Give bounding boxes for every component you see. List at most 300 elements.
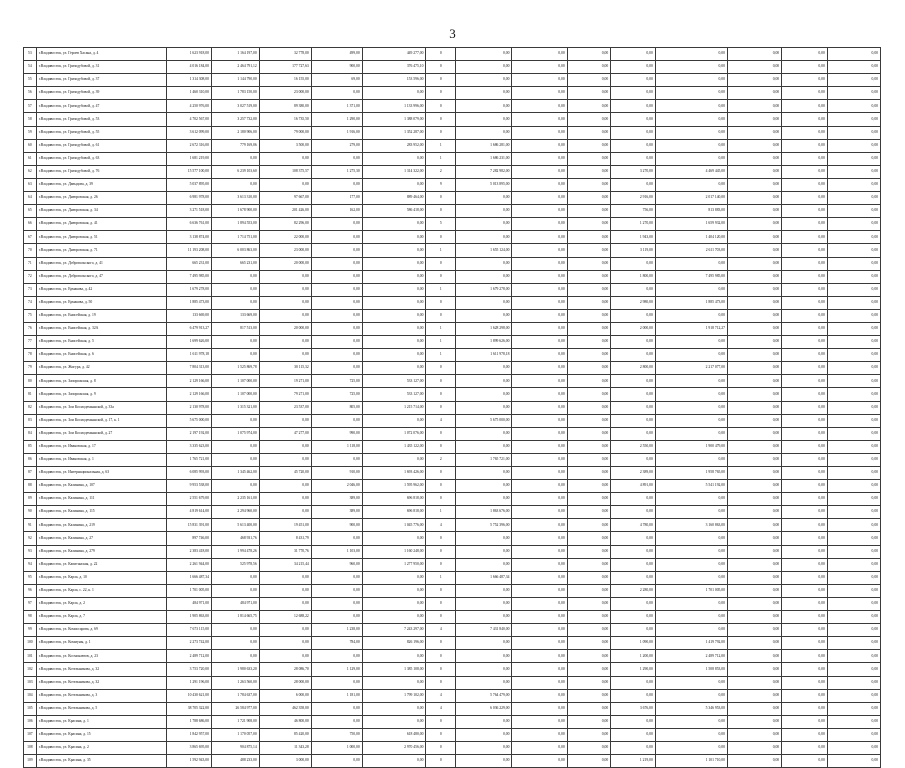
cell-value-col-13: 0,00 [655, 414, 727, 427]
cell-value-col-6: 0,00 [311, 349, 362, 362]
cell-value-col-4: 133 669,00 [211, 309, 259, 322]
table-row [24, 309, 881, 322]
cell-value-col-7: 0,00 [362, 362, 426, 375]
cell-value-col-7: 0,00 [362, 244, 426, 257]
cell-row-number: 99 [24, 624, 37, 637]
cell-value-col-12: 2 800,00 [611, 362, 656, 375]
table-row [24, 257, 881, 270]
cell-value-col-12: 4 780,00 [611, 519, 656, 532]
cell-value-col-3: 3 612 099,00 [167, 126, 212, 139]
cell-value-col-11: 0,00 [567, 244, 611, 257]
table-row [24, 205, 881, 218]
cell-value-col-6: 1 000,00 [311, 741, 362, 754]
cell-value-col-3: 2 130 978,00 [167, 401, 212, 414]
cell-value-col-12: 0,00 [611, 349, 656, 362]
cell-value-col-4: 5 613 400,00 [211, 519, 259, 532]
cell-value-col-15: 0,00 [782, 192, 828, 205]
cell-value-col-9: 7 282 982,00 [456, 165, 512, 178]
cell-value-col-13: 0,00 [655, 624, 727, 637]
cell-value-col-14: 0,00 [727, 231, 781, 244]
cell-row-number: 92 [24, 532, 37, 545]
cell-value-col-11: 0,00 [567, 676, 611, 689]
cell-row-number: 98 [24, 611, 37, 624]
cell-row-number: 95 [24, 571, 37, 584]
cell-value-col-10: 0,00 [512, 571, 567, 584]
cell-count-col-8: 0 [426, 676, 456, 689]
cell-value-col-3: 1 592 943,00 [167, 755, 212, 768]
cell-value-col-9: 0,00 [456, 218, 512, 231]
cell-value-col-5: 0,00 [259, 178, 311, 191]
cell-value-col-14: 0,00 [727, 375, 781, 388]
cell-value-col-6: 389,00 [311, 493, 362, 506]
cell-value-col-14: 0,00 [727, 61, 781, 74]
cell-value-col-9: 5 013 895,00 [456, 178, 512, 191]
cell-value-col-13: 7 495 985,00 [655, 270, 727, 283]
cell-value-col-3: 1 788 686,00 [167, 715, 212, 728]
cell-value-col-12: 1 800,00 [611, 270, 656, 283]
cell-value-col-7: 826 196,00 [362, 637, 426, 650]
cell-value-col-6: 900,00 [311, 519, 362, 532]
table-row [24, 270, 881, 283]
cell-value-col-15: 0,00 [782, 48, 828, 61]
cell-value-col-16: 0,00 [827, 624, 880, 637]
cell-value-col-9: 0,00 [456, 755, 512, 768]
cell-value-col-14: 0,00 [727, 362, 781, 375]
cell-value-col-3: 5 037 895,00 [167, 178, 212, 191]
cell-value-col-15: 0,00 [782, 152, 828, 165]
cell-value-col-9: 0,00 [456, 231, 512, 244]
cell-value-col-12: 0,00 [611, 61, 656, 74]
cell-value-col-11: 0,00 [567, 349, 611, 362]
cell-value-col-14: 0,00 [727, 741, 781, 754]
cell-value-col-12: 0,00 [611, 401, 656, 414]
cell-value-col-3: 2 383 418,00 [167, 545, 212, 558]
cell-value-col-10: 0,00 [512, 178, 567, 191]
cell-value-col-15: 0,00 [782, 611, 828, 624]
cell-value-col-9: 1 628 298,00 [456, 322, 512, 335]
cell-value-col-6: 1 916,00 [311, 126, 362, 139]
cell-value-col-6: 0,00 [311, 283, 362, 296]
cell-value-col-6: 0,00 [311, 532, 362, 545]
cell-value-col-16: 0,00 [827, 375, 880, 388]
cell-value-col-3: 11 193 208,00 [167, 244, 212, 257]
cell-value-col-15: 0,00 [782, 322, 828, 335]
cell-count-col-8: 0 [426, 741, 456, 754]
cell-value-col-9: 0,00 [456, 545, 512, 558]
cell-address: г.Владивосток, ул. Жигура, д. 42 [36, 362, 167, 375]
cell-value-col-14: 0,00 [727, 519, 781, 532]
cell-value-col-4: 3 257 732,00 [211, 113, 259, 126]
cell-value-col-10: 0,00 [512, 152, 567, 165]
cell-value-col-15: 0,00 [782, 741, 828, 754]
cell-value-col-4: 1 107 000,00 [211, 388, 259, 401]
cell-value-col-14: 0,00 [727, 414, 781, 427]
cell-value-col-16: 0,00 [827, 309, 880, 322]
cell-value-col-13: 0,00 [655, 375, 727, 388]
cell-value-col-13: 1 918 712,27 [655, 322, 727, 335]
cell-value-col-15: 0,00 [782, 637, 828, 650]
cell-value-col-12: 3 676,00 [611, 702, 656, 715]
table-row [24, 388, 881, 401]
cell-value-col-5: 31 770,76 [259, 545, 311, 558]
cell-value-col-10: 0,00 [512, 715, 567, 728]
cell-value-col-9: 1 686 281,00 [456, 139, 512, 152]
cell-value-col-3: 7 673 115,00 [167, 624, 212, 637]
cell-value-col-5: 0,00 [259, 296, 311, 309]
cell-value-col-4: 6 003 863,00 [211, 244, 259, 257]
cell-value-col-7: 0,00 [362, 257, 426, 270]
cell-value-col-7: 1 435 122,00 [362, 440, 426, 453]
cell-value-col-3: 6 479 913,27 [167, 322, 212, 335]
cell-value-col-16: 0,00 [827, 178, 880, 191]
cell-value-col-3: 3 271 518,00 [167, 205, 212, 218]
cell-value-col-7: 1 799 102,00 [362, 689, 426, 702]
cell-value-col-7: 0,00 [362, 218, 426, 231]
cell-value-col-9: 0,00 [456, 309, 512, 322]
cell-value-col-6: 0,00 [311, 87, 362, 100]
cell-row-number: 75 [24, 309, 37, 322]
cell-value-col-15: 0,00 [782, 571, 828, 584]
table-row [24, 663, 881, 676]
cell-value-col-4: 488 233,00 [211, 755, 259, 768]
cell-value-col-9: 0,00 [456, 480, 512, 493]
cell-value-col-16: 0,00 [827, 611, 880, 624]
cell-value-col-5: 0,00 [259, 309, 311, 322]
cell-value-col-13: 1 701 005,00 [655, 584, 727, 597]
cell-value-col-11: 0,00 [567, 414, 611, 427]
cell-value-col-15: 0,00 [782, 755, 828, 768]
cell-value-col-7: 153 596,00 [362, 74, 426, 87]
cell-row-number: 74 [24, 296, 37, 309]
cell-value-col-5: 6 000,00 [259, 689, 311, 702]
cell-row-number: 97 [24, 597, 37, 610]
cell-value-col-4: 0,00 [211, 414, 259, 427]
cell-value-col-9: 0,00 [456, 584, 512, 597]
cell-value-col-6: 725,00 [311, 388, 362, 401]
cell-value-col-5: 0,00 [259, 283, 311, 296]
cell-address: г.Владивосток, ул. Гризодубовой, д. 53 [36, 113, 167, 126]
cell-value-col-16: 0,00 [827, 676, 880, 689]
cell-address: г.Владивосток, ул. Котельникова, д. 32 [36, 676, 167, 689]
cell-count-col-8: 0 [426, 493, 456, 506]
cell-value-col-9: 0,00 [456, 100, 512, 113]
cell-value-col-13: 0,00 [655, 126, 727, 139]
cell-value-col-16: 0,00 [827, 584, 880, 597]
cell-address: г.Владивосток, ул. Красина, д. 15 [36, 728, 167, 741]
cell-value-col-3: 1 611 978,18 [167, 349, 212, 362]
cell-value-col-12: 2 916,00 [611, 192, 656, 205]
cell-value-col-10: 0,00 [512, 545, 567, 558]
cell-value-col-15: 0,00 [782, 427, 828, 440]
cell-value-col-9: 0,00 [456, 205, 512, 218]
cell-value-col-10: 0,00 [512, 349, 567, 362]
cell-value-col-4: 0,00 [211, 584, 259, 597]
cell-value-col-6: 0,00 [311, 244, 362, 257]
cell-value-col-15: 0,00 [782, 205, 828, 218]
cell-value-col-14: 0,00 [727, 755, 781, 768]
cell-value-col-9: 0,00 [456, 388, 512, 401]
cell-value-col-5: 30 115,32 [259, 362, 311, 375]
cell-count-col-8: 1 [426, 571, 456, 584]
cell-value-col-11: 0,00 [567, 322, 611, 335]
page-number: 3 [449, 26, 456, 41]
cell-value-col-11: 0,00 [567, 257, 611, 270]
cell-row-number: 109 [24, 755, 37, 768]
cell-value-col-11: 0,00 [567, 650, 611, 663]
cell-value-col-6: 1 275,30 [311, 165, 362, 178]
cell-value-col-12: 1 290,00 [611, 663, 656, 676]
cell-value-col-7: 618 480,00 [362, 728, 426, 741]
cell-value-col-11: 0,00 [567, 702, 611, 715]
cell-value-col-7: 0,00 [362, 296, 426, 309]
cell-value-col-14: 0,00 [727, 467, 781, 480]
cell-row-number: 81 [24, 388, 37, 401]
cell-value-col-4: 1 678 900,00 [211, 205, 259, 218]
cell-value-col-15: 0,00 [782, 74, 828, 87]
cell-row-number: 65 [24, 205, 37, 218]
cell-value-col-5: 0,00 [259, 349, 311, 362]
cell-value-col-3: 15 577 100,00 [167, 165, 212, 178]
cell-address: г.Владивосток, ул. Зои Космодемьянской, д. 27 [36, 427, 167, 440]
cell-value-col-4: 2 464 791,12 [211, 61, 259, 74]
cell-row-number: 84 [24, 427, 37, 440]
cell-value-col-5: 23 537,00 [259, 401, 311, 414]
cell-value-col-13: 1 958 765,00 [655, 467, 727, 480]
cell-value-col-13: 2 217 077,00 [655, 362, 727, 375]
cell-value-col-3: 15 831 391,00 [167, 519, 212, 532]
cell-value-col-7: 2 970 456,00 [362, 741, 426, 754]
cell-value-col-11: 0,00 [567, 493, 611, 506]
cell-row-number: 91 [24, 519, 37, 532]
cell-value-col-10: 0,00 [512, 427, 567, 440]
cell-row-number: 54 [24, 61, 37, 74]
cell-value-col-13: 0,00 [655, 388, 727, 401]
cell-value-col-12: 2 280,00 [611, 584, 656, 597]
cell-value-col-6: 1 103,00 [311, 545, 362, 558]
cell-count-col-8: 0 [426, 611, 456, 624]
cell-value-col-4: 525 978,56 [211, 558, 259, 571]
cell-value-col-6: 910,00 [311, 467, 362, 480]
cell-value-col-13: 0,00 [655, 689, 727, 702]
cell-value-col-3: 133 669,00 [167, 309, 212, 322]
cell-row-number: 76 [24, 322, 37, 335]
cell-value-col-16: 0,00 [827, 545, 880, 558]
cell-value-col-5: 34 215,44 [259, 558, 311, 571]
cell-value-col-9: 0,00 [456, 48, 512, 61]
cell-address: г.Владивосток, ул. Карла, д. 7 [36, 611, 167, 624]
cell-value-col-6: 0,00 [311, 218, 362, 231]
cell-value-col-15: 0,00 [782, 113, 828, 126]
cell-value-col-4: 0,00 [211, 283, 259, 296]
cell-value-col-13: 5 541 192,00 [655, 480, 727, 493]
cell-row-number: 108 [24, 741, 37, 754]
cell-row-number: 90 [24, 506, 37, 519]
cell-value-col-6: 0,00 [311, 611, 362, 624]
cell-value-col-5: 0,00 [259, 584, 311, 597]
cell-value-col-16: 0,00 [827, 453, 880, 466]
cell-address: г.Владивосток, ул. Карла, д. 2 [36, 597, 167, 610]
cell-value-col-15: 0,00 [782, 100, 828, 113]
cell-row-number: 67 [24, 231, 37, 244]
cell-value-col-16: 0,00 [827, 755, 880, 768]
cell-value-col-16: 0,00 [827, 519, 880, 532]
cell-value-col-4: 0,00 [211, 349, 259, 362]
cell-value-col-10: 0,00 [512, 388, 567, 401]
cell-value-col-10: 0,00 [512, 296, 567, 309]
cell-value-col-16: 0,00 [827, 61, 880, 74]
cell-row-number: 86 [24, 453, 37, 466]
cell-value-col-16: 0,00 [827, 283, 880, 296]
cell-value-col-12: 1 090,00 [611, 637, 656, 650]
cell-value-col-10: 0,00 [512, 755, 567, 768]
cell-row-number: 62 [24, 165, 37, 178]
cell-address: г.Владивосток, ул. Гризодубовой, д. 39 [36, 87, 167, 100]
cell-value-col-7: 0,00 [362, 650, 426, 663]
cell-value-col-5: 82 296,00 [259, 218, 311, 231]
cell-value-col-10: 0,00 [512, 270, 567, 283]
cell-value-col-4: 904 875,14 [211, 741, 259, 754]
cell-value-col-3: 1 681 219,00 [167, 152, 212, 165]
cell-value-col-16: 0,00 [827, 728, 880, 741]
cell-row-number: 55 [24, 74, 37, 87]
cell-value-col-5: 0,00 [259, 453, 311, 466]
cell-value-col-6: 0,00 [311, 362, 362, 375]
cell-value-col-12: 3 270,00 [611, 165, 656, 178]
cell-value-col-5: 0,00 [259, 493, 311, 506]
cell-value-col-3: 9 953 538,00 [167, 480, 212, 493]
cell-value-col-15: 0,00 [782, 663, 828, 676]
cell-value-col-15: 0,00 [782, 283, 828, 296]
cell-value-col-5: 46 800,00 [259, 715, 311, 728]
cell-address: г.Владивосток, ул. Ивановская, д. 1 [36, 453, 167, 466]
cell-value-col-5: 0,00 [259, 637, 311, 650]
table-row [24, 440, 881, 453]
cell-value-col-3: 10 430 621,00 [167, 689, 212, 702]
cell-value-col-16: 0,00 [827, 100, 880, 113]
cell-value-col-7: 1 072 076,00 [362, 427, 426, 440]
table-row [24, 532, 881, 545]
cell-value-col-13: 1 659 932,00 [655, 218, 727, 231]
cell-value-col-9: 1 899 626,00 [456, 336, 512, 349]
cell-value-col-13: 0,00 [655, 728, 727, 741]
cell-row-number: 89 [24, 493, 37, 506]
cell-value-col-10: 0,00 [512, 401, 567, 414]
cell-value-col-4: 6 239 103,60 [211, 165, 259, 178]
cell-row-number: 105 [24, 702, 37, 715]
cell-value-col-10: 0,00 [512, 493, 567, 506]
cell-value-col-16: 0,00 [827, 87, 880, 100]
cell-value-col-5: 8 431,79 [259, 532, 311, 545]
cell-value-col-5: 89 380,00 [259, 100, 311, 113]
cell-value-col-14: 0,00 [727, 401, 781, 414]
cell-value-col-3: 3 753 720,00 [167, 663, 212, 676]
cell-value-col-9: 0,00 [456, 467, 512, 480]
cell-value-col-15: 0,00 [782, 270, 828, 283]
cell-value-col-9: 0,00 [456, 375, 512, 388]
cell-value-col-13: 1 900 479,00 [655, 440, 727, 453]
cell-count-col-8: 0 [426, 48, 456, 61]
cell-value-col-14: 0,00 [727, 309, 781, 322]
cell-value-col-12: 0,00 [611, 113, 656, 126]
cell-value-col-16: 0,00 [827, 139, 880, 152]
cell-row-number: 79 [24, 362, 37, 375]
cell-address: г.Владивосток, ул. Днепровская, д. 26 [36, 192, 167, 205]
cell-value-col-12: 0,00 [611, 87, 656, 100]
cell-value-col-12: 0,00 [611, 689, 656, 702]
cell-value-col-13: 0,00 [655, 100, 727, 113]
cell-value-col-13: 0,00 [655, 597, 727, 610]
cell-value-col-12: 0,00 [611, 100, 656, 113]
cell-value-col-16: 0,00 [827, 74, 880, 87]
cell-address: г.Владивосток, ул. Капитанская, д. 22 [36, 558, 167, 571]
cell-value-col-7: 1 693 426,00 [362, 467, 426, 480]
cell-value-col-13: 0,00 [655, 506, 727, 519]
cell-value-col-16: 0,00 [827, 558, 880, 571]
cell-value-col-6: 1 238,00 [311, 624, 362, 637]
cell-value-col-14: 0,00 [727, 296, 781, 309]
table-row [24, 244, 881, 257]
cell-count-col-8: 0 [426, 362, 456, 375]
cell-address: г.Владивосток, ул. Интернациональная, д. 63 [36, 467, 167, 480]
cell-value-col-12: 0,00 [611, 453, 656, 466]
cell-count-col-8: 0 [426, 427, 456, 440]
cell-value-col-11: 0,00 [567, 218, 611, 231]
cell-value-col-15: 0,00 [782, 702, 828, 715]
cell-value-col-16: 0,00 [827, 741, 880, 754]
cell-row-number: 107 [24, 728, 37, 741]
cell-value-col-6: 1 290,00 [311, 113, 362, 126]
table-row [24, 427, 881, 440]
cell-value-col-3: 2 489 712,00 [167, 650, 212, 663]
cell-value-col-10: 0,00 [512, 113, 567, 126]
cell-value-col-5: 0,00 [259, 506, 311, 519]
cell-value-col-14: 0,00 [727, 283, 781, 296]
cell-value-col-13: 0,00 [655, 571, 727, 584]
cell-value-col-9: 0,00 [456, 558, 512, 571]
cell-value-col-3: 2 129 166,00 [167, 388, 212, 401]
cell-value-col-10: 0,00 [512, 702, 567, 715]
cell-row-number: 106 [24, 715, 37, 728]
cell-value-col-12: 0,00 [611, 597, 656, 610]
cell-row-number: 56 [24, 87, 37, 100]
cell-value-col-16: 0,00 [827, 467, 880, 480]
cell-value-col-6: 1 118,00 [311, 440, 362, 453]
cell-row-number: 82 [24, 401, 37, 414]
cell-value-col-4: 26 584 977,00 [211, 702, 259, 715]
cell-value-col-6: 0,00 [311, 322, 362, 335]
table-row [24, 519, 881, 532]
cell-value-col-13: 5 346 953,00 [655, 702, 727, 715]
cell-count-col-8: 4 [426, 702, 456, 715]
cell-value-col-15: 0,00 [782, 689, 828, 702]
cell-value-col-10: 0,00 [512, 480, 567, 493]
cell-value-col-14: 0,00 [727, 322, 781, 335]
cell-value-col-12: 0,00 [611, 506, 656, 519]
cell-value-col-7: 1 352 287,00 [362, 126, 426, 139]
cell-count-col-8: 0 [426, 61, 456, 74]
cell-value-col-12: 0,00 [611, 427, 656, 440]
cell-value-col-5: 20 000,00 [259, 322, 311, 335]
table-row [24, 74, 881, 87]
cell-count-col-8: 0 [426, 100, 456, 113]
cell-row-number: 101 [24, 650, 37, 663]
cell-value-col-6: 900,00 [311, 61, 362, 74]
cell-value-col-6: 0,00 [311, 597, 362, 610]
cell-value-col-3: 7 495 985,00 [167, 270, 212, 283]
cell-value-col-16: 0,00 [827, 427, 880, 440]
cell-value-col-14: 0,00 [727, 126, 781, 139]
cell-count-col-8: 0 [426, 309, 456, 322]
